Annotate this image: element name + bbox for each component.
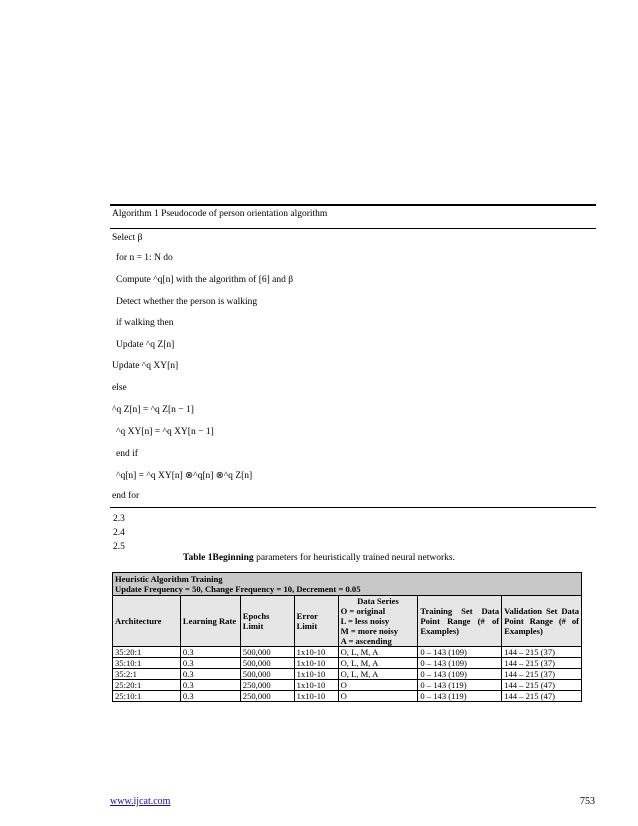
cell: 144 – 215 (37)	[502, 669, 582, 680]
data-series-legend: A = ascending	[340, 636, 392, 646]
data-series-legend: M = more noisy	[340, 626, 399, 636]
algo-line-13: end for	[112, 491, 140, 501]
cell: 144 – 215 (47)	[502, 691, 582, 702]
data-series-title: Data Series	[357, 596, 399, 606]
algo-line-3: Compute ^q[n] with the algorithm of [6] and β	[116, 275, 294, 285]
cell: 1x10-10	[294, 647, 338, 658]
header-error-limit: Error Limit	[294, 596, 338, 647]
data-series-legend: O = original	[340, 606, 386, 616]
section-number: 2.4	[113, 528, 125, 538]
algo-line-12: ^q[n] = ^q XY[n] ⊗^q[n] ⊗^q Z[n]	[116, 471, 253, 481]
data-series-legend: L = less noisy	[340, 616, 390, 626]
table-row	[113, 658, 582, 669]
cell: 1x10-10	[294, 658, 338, 669]
section-number: 2.3	[113, 514, 125, 524]
cell: 1x10-10	[294, 669, 338, 680]
table-caption-text: parameters for heuristically trained neural networks.	[253, 553, 455, 563]
header-learning-rate: Learning Rate	[180, 596, 240, 647]
algo-bottom-rule	[110, 507, 596, 508]
cell: 0.3	[180, 658, 240, 669]
table-caption	[0, 553, 638, 563]
page-number: 753	[580, 796, 595, 807]
cell: O	[338, 680, 418, 691]
table-row	[113, 669, 582, 680]
cell: 0 – 143 (109)	[418, 647, 502, 658]
cell: 0.3	[180, 680, 240, 691]
algo-line-5: if walking then	[116, 318, 174, 328]
section-number: 2.5	[113, 542, 125, 552]
cell: 500,000	[240, 658, 294, 669]
cell: 144 – 215 (37)	[502, 658, 582, 669]
cell: 35:10:1	[113, 658, 181, 669]
cell: 1x10-10	[294, 691, 338, 702]
cell: O, L, M, A	[338, 669, 418, 680]
cell: 35:20:1	[113, 647, 181, 658]
algo-line-7: Update ^q XY[n]	[112, 361, 179, 371]
cell: 500,000	[240, 647, 294, 658]
cell: 0 – 143 (109)	[418, 669, 502, 680]
cell: 0 – 143 (119)	[418, 691, 502, 702]
cell: 25:20:1	[113, 680, 181, 691]
cell: 144 – 215 (37)	[502, 647, 582, 658]
parameters-table	[112, 572, 582, 702]
table-row	[113, 680, 582, 691]
cell: 250,000	[240, 680, 294, 691]
cell: O	[338, 691, 418, 702]
algo-line-4: Detect whether the person is walking	[116, 297, 258, 307]
algo-top-rule	[110, 204, 596, 206]
algo-mid-rule	[110, 228, 596, 229]
cell: 250,000	[240, 691, 294, 702]
cell: O, L, M, A	[338, 647, 418, 658]
table-row	[113, 691, 582, 702]
header-architecture: Architecture	[113, 596, 181, 647]
algo-line-6: Update ^q Z[n]	[116, 340, 175, 350]
cell: 35:2:1	[113, 669, 181, 680]
algo-line-1: Select β	[112, 233, 143, 243]
table-title-line1: Heuristic Algorithm Training	[115, 574, 223, 584]
cell: 1x10-10	[294, 680, 338, 691]
cell: 0.3	[180, 669, 240, 680]
table-row	[113, 647, 582, 658]
algo-line-8: else	[112, 383, 127, 393]
cell: 0.3	[180, 691, 240, 702]
cell: 0 – 143 (109)	[418, 658, 502, 669]
header-epochs-limit: Epochs Limit	[240, 596, 294, 647]
table-title-row	[113, 573, 582, 596]
cell: 0 – 143 (119)	[418, 680, 502, 691]
cell: 500,000	[240, 669, 294, 680]
header-validation-set: Validation Set Data Point Range (# of Examples)	[502, 596, 582, 647]
algo-line-11: end if	[116, 449, 138, 459]
algo-line-2: for n = 1: N do	[116, 253, 173, 263]
cell: O, L, M, A	[338, 658, 418, 669]
table-title-line2: Update Frequency = 50, Change Frequency = 10, Decrement = 0.05	[115, 584, 361, 594]
footer-website-link[interactable]: www.ijcat.com	[110, 796, 171, 807]
table-header-row	[113, 596, 582, 647]
header-data-series	[338, 596, 418, 647]
algo-line-9: ^q Z[n] = ^q Z[n − 1]	[112, 405, 194, 415]
table-caption-label: Table 1Beginning	[183, 553, 254, 563]
algo-line-10: ^q XY[n] = ^q XY[n − 1]	[116, 427, 214, 437]
cell: 144 – 215 (47)	[502, 680, 582, 691]
cell: 0.3	[180, 647, 240, 658]
header-training-set: Training Set Data Point Range (# of Examples)	[418, 596, 502, 647]
cell: 25:10:1	[113, 691, 181, 702]
algorithm-title: Algorithm 1 Pseudocode of person orientation algorithm	[112, 209, 328, 219]
